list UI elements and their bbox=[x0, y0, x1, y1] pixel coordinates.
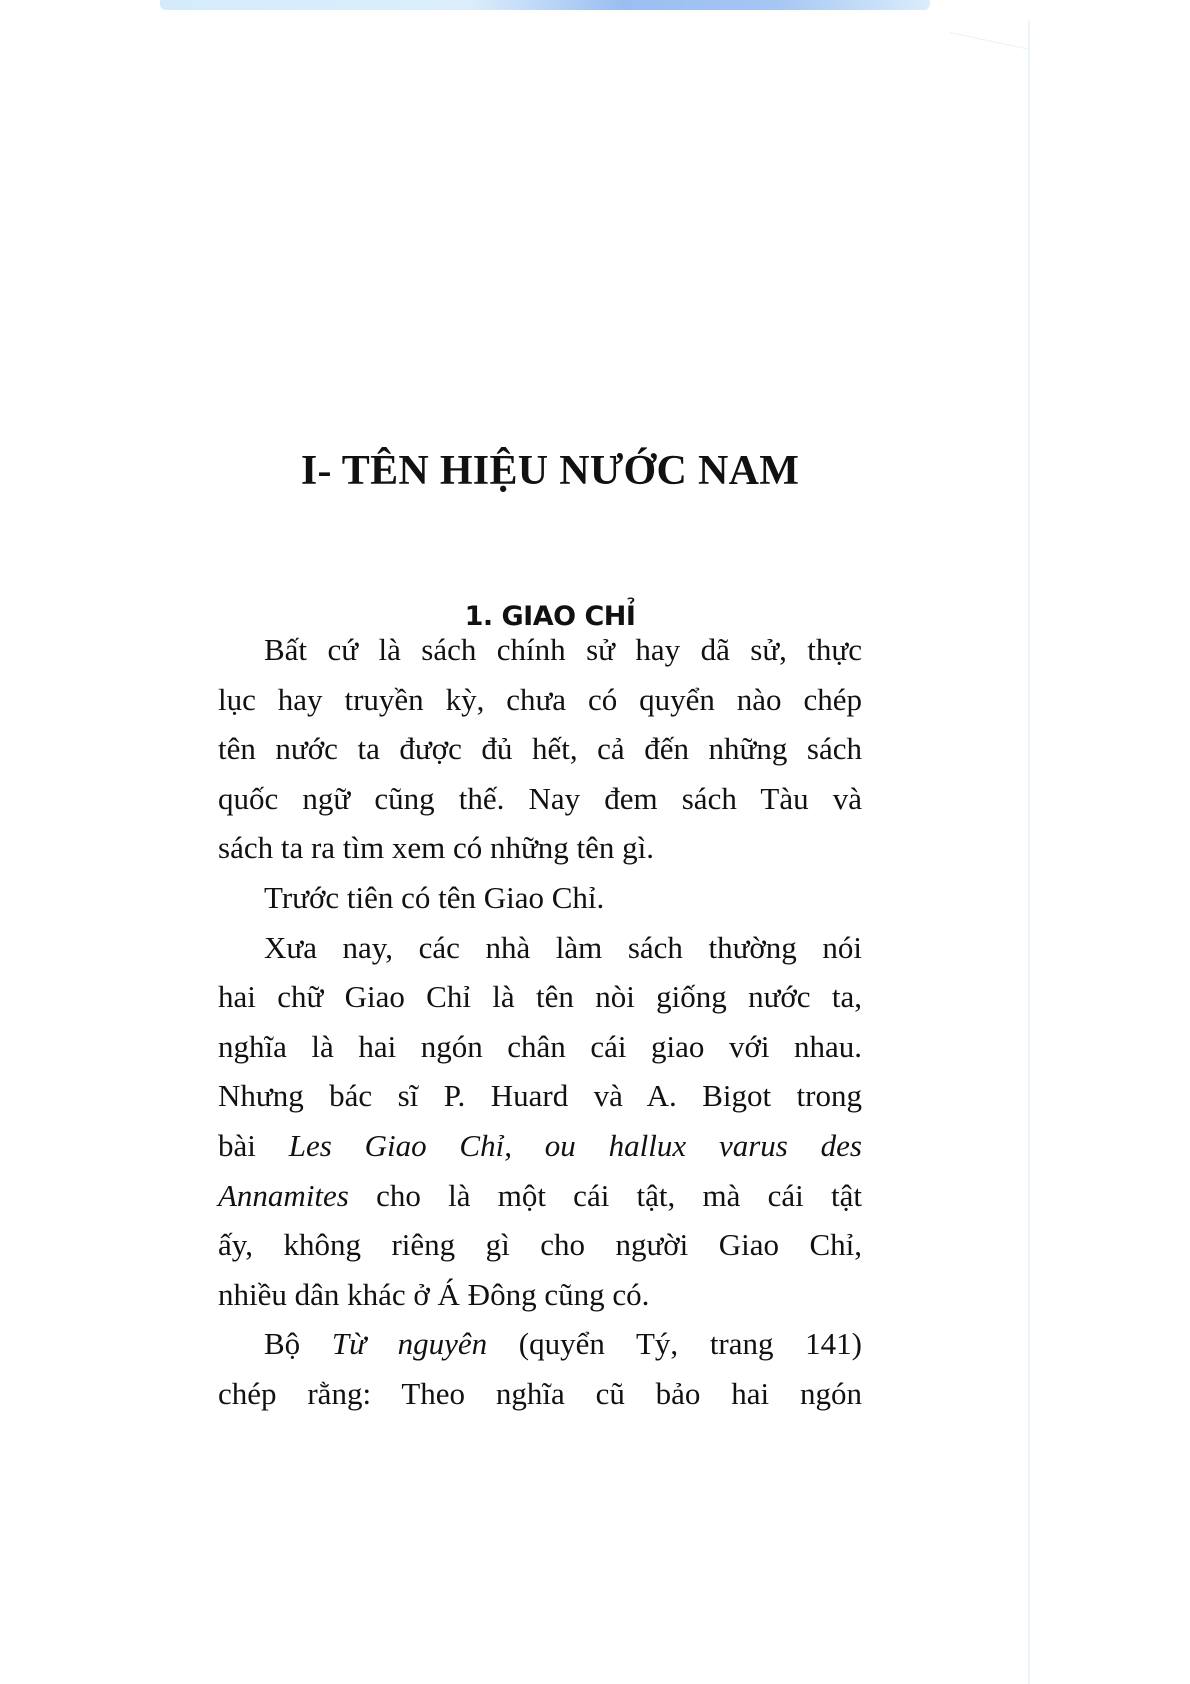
text-line: Trước tiên có tên Giao Chỉ. bbox=[264, 879, 605, 915]
cited-work-title: Từ nguyên bbox=[331, 1326, 488, 1362]
section-title: 1. GIAO CHỈ bbox=[464, 601, 636, 632]
text-line: nghĩa là hai ngón chân cái giao với nhau. bbox=[218, 1028, 862, 1064]
text-fragment: Bộ bbox=[264, 1326, 332, 1362]
text-line: tên nước ta được đủ hết, cả đến những sách bbox=[218, 731, 862, 767]
text-line: lục hay truyền kỳ, chưa có quyển nào chép bbox=[218, 681, 862, 717]
text-line: quốc ngữ cũng thế. Nay đem sách Tàu và bbox=[218, 780, 862, 816]
text-fragment: bài bbox=[218, 1127, 289, 1163]
scan-artifact-mark bbox=[950, 32, 1028, 50]
text-fragment: cho là một cái tật, mà cái tật bbox=[348, 1177, 862, 1213]
text-line: chép rằng: Theo nghĩa cũ bảo hai ngón bbox=[218, 1375, 862, 1411]
scan-artifact-edge-line bbox=[1028, 20, 1030, 1684]
text-line-citation bbox=[218, 1319, 862, 1369]
text-line: ấy, không riêng gì cho người Giao Chỉ, bbox=[218, 1227, 862, 1263]
paragraph-1 bbox=[218, 625, 862, 873]
cited-work-title: Les Giao Chỉ, ou hallux varus des bbox=[288, 1127, 862, 1163]
paragraph-3 bbox=[218, 923, 862, 1320]
paragraph-4 bbox=[218, 1319, 862, 1418]
paragraph-2 bbox=[218, 873, 862, 923]
text-line: Xưa nay, các nhà làm sách thường nói bbox=[264, 929, 862, 965]
chapter-title: I- TÊN HIỆU NƯỚC NAM bbox=[300, 448, 800, 494]
text-line: nhiều dân khác ở Á Đông cũng có. bbox=[218, 1276, 650, 1312]
text-line: sách ta ra tìm xem có những tên gì. bbox=[218, 830, 655, 866]
text-line: Nhưng bác sĩ P. Huard và A. Bigot trong bbox=[218, 1078, 862, 1114]
text-line-citation bbox=[218, 1121, 862, 1171]
cited-work-title-cont: Annamites bbox=[218, 1177, 349, 1213]
body-text bbox=[218, 625, 862, 1419]
text-line: hai chữ Giao Chỉ là tên nòi giống nước ta, bbox=[218, 979, 862, 1015]
scan-artifact-top-strip bbox=[160, 0, 930, 10]
text-line: Bất cứ là sách chính sử hay dã sử, thực bbox=[264, 632, 862, 667]
text-fragment: (quyển Tý, trang 141) bbox=[487, 1326, 862, 1362]
text-line-citation bbox=[218, 1171, 862, 1221]
